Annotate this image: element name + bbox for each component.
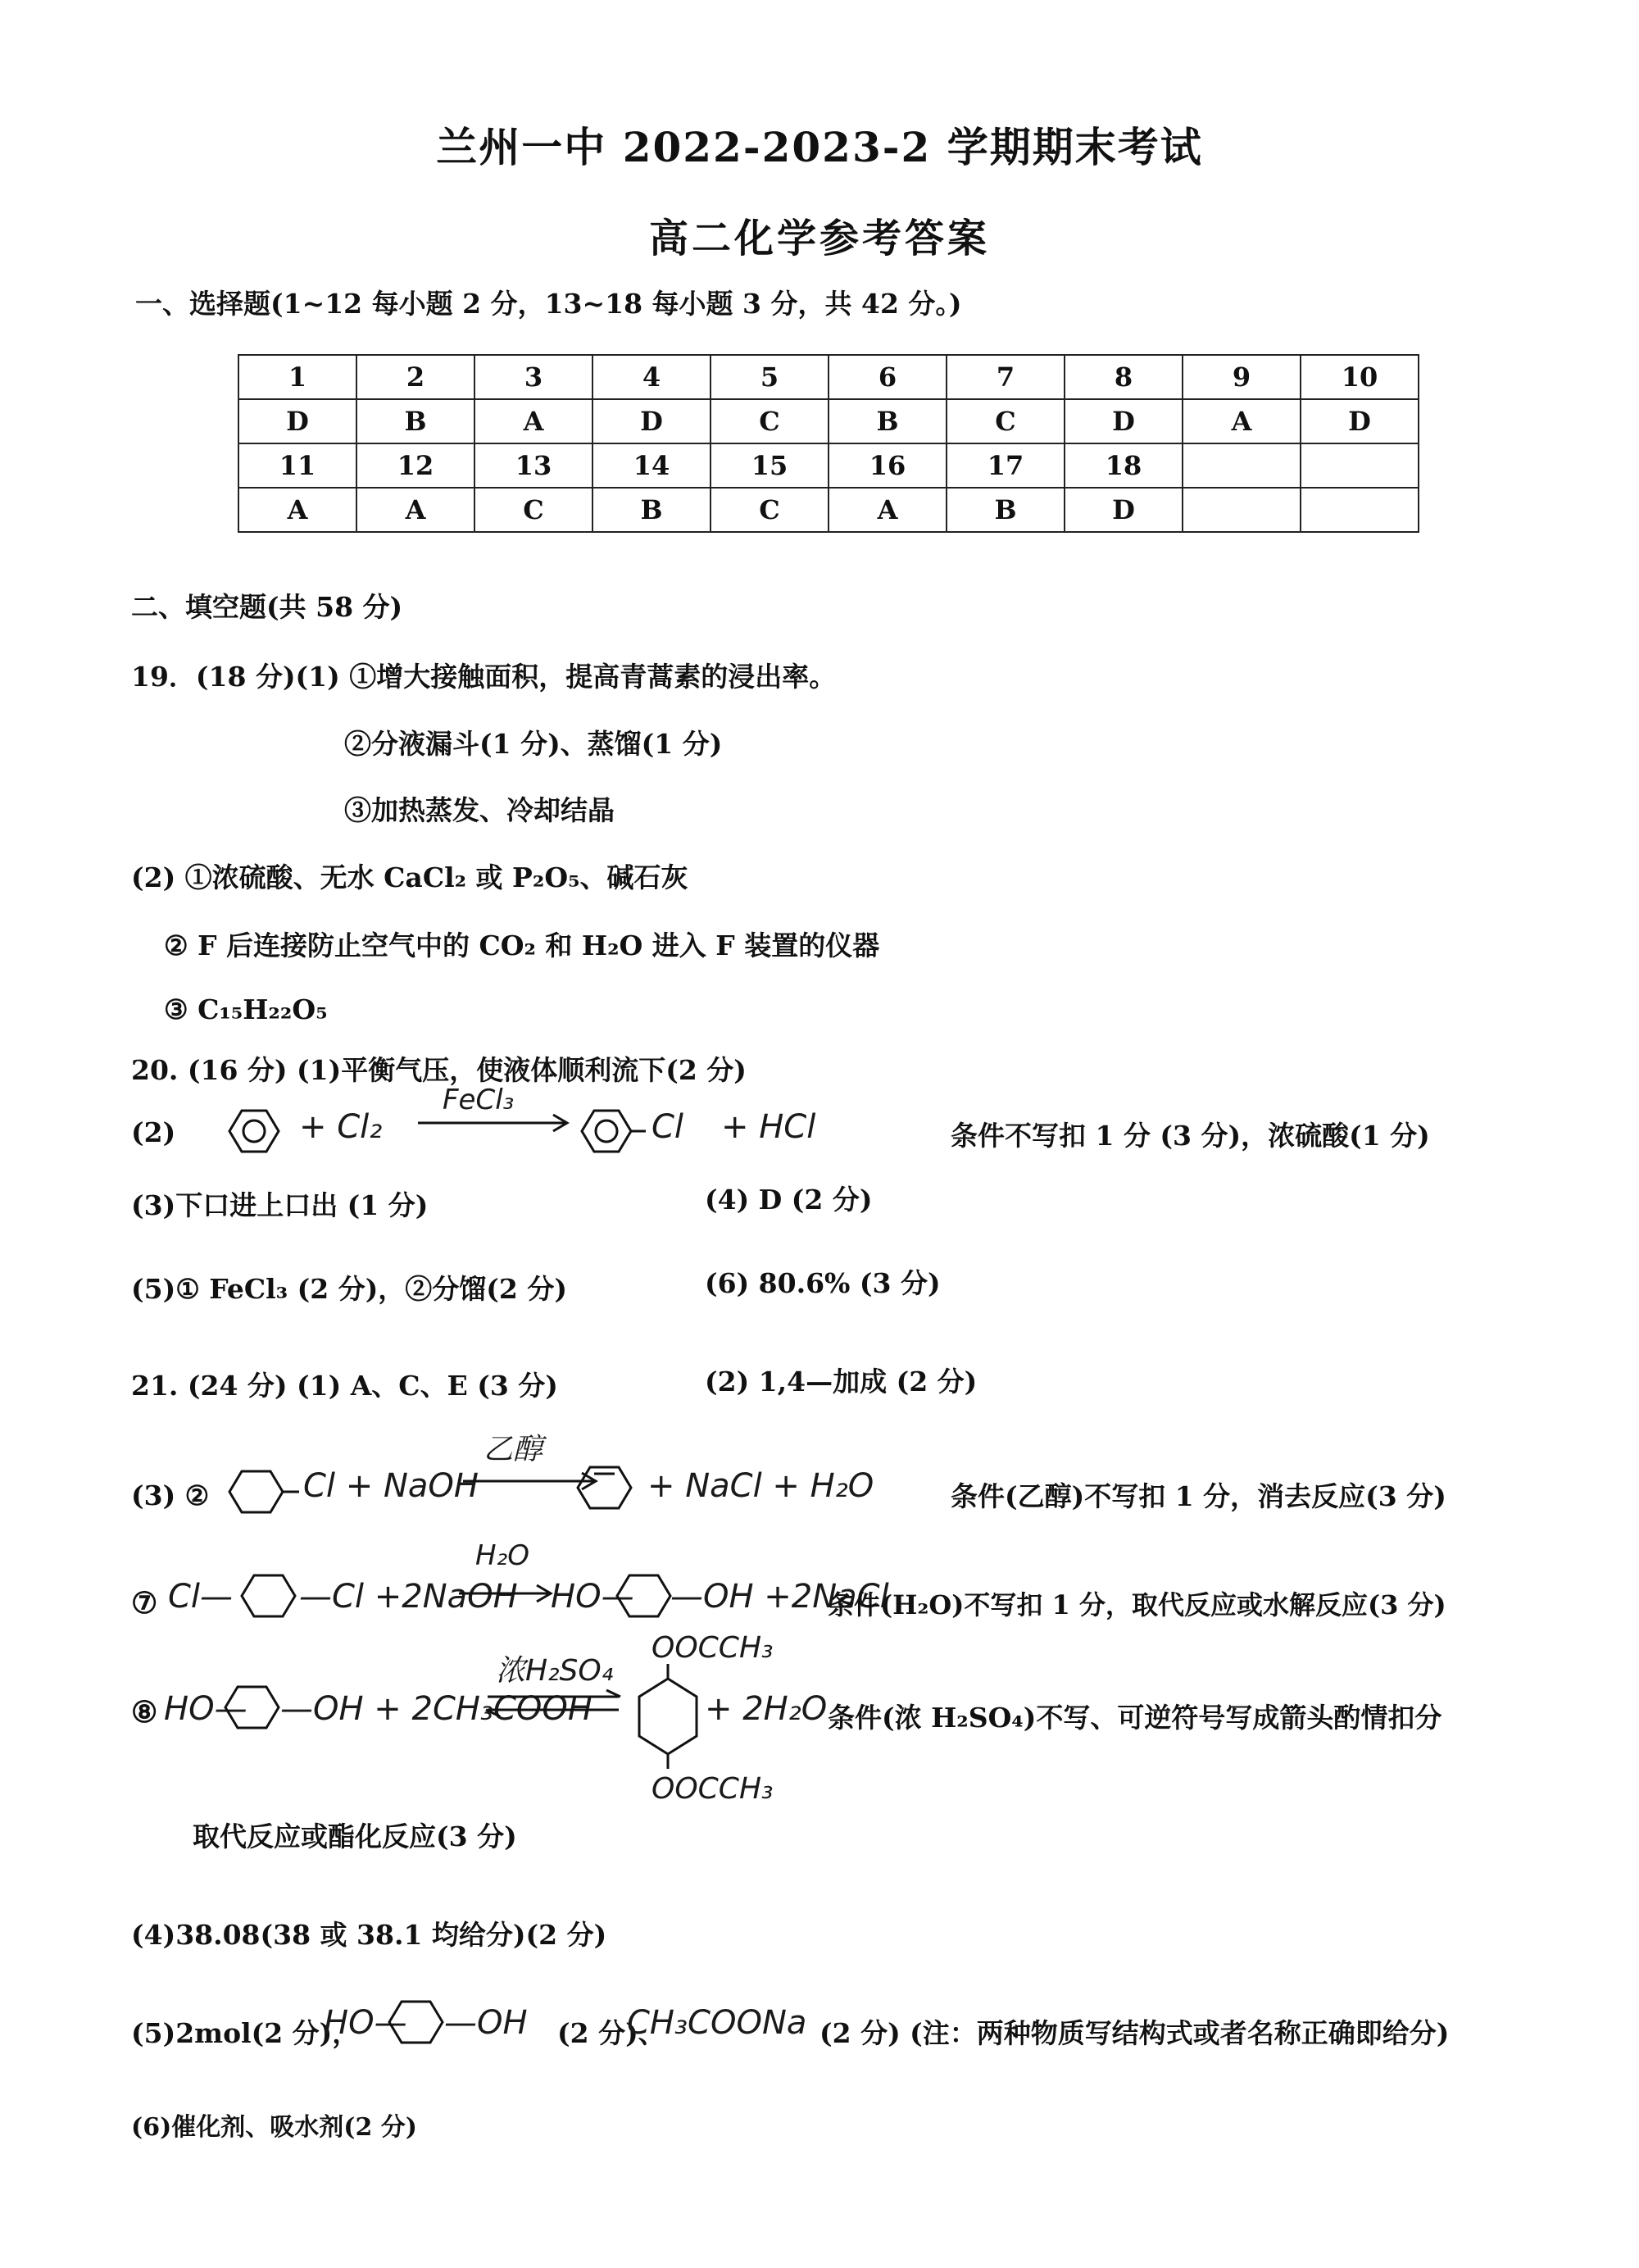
- eq-hcl: + HCl: [721, 1108, 816, 1146]
- answer-cell: B: [947, 488, 1065, 532]
- r8-note2: 取代反应或酯化反应(3 分): [193, 1820, 517, 1852]
- l5-ho-b: —OH: [444, 2004, 528, 2042]
- page-subtitle: 高二化学参考答案: [648, 216, 990, 261]
- question-number-cell: 17: [947, 443, 1065, 488]
- cyclohexane-ring-icon: [238, 1567, 303, 1625]
- r7-condition: H₂O: [475, 1539, 529, 1572]
- r2-condition: 乙醇: [484, 1433, 543, 1466]
- question-number-cell: [1301, 443, 1419, 488]
- question-number-cell: 10: [1301, 355, 1419, 399]
- q20-line3: (3)下口进上口出 (1 分): [131, 1189, 429, 1221]
- answer-cell: A: [1183, 399, 1301, 443]
- question-number-cell: 18: [1065, 443, 1183, 488]
- question-number-cell: [1183, 443, 1301, 488]
- question-number-cell: 2: [356, 355, 474, 399]
- q20-part2-note: 条件不写扣 1 分 (3 分)，浓硫酸(1 分): [951, 1120, 1430, 1152]
- answer-cell: A: [474, 399, 592, 443]
- question-number-cell: 16: [829, 443, 947, 488]
- question-number-cell: 11: [238, 443, 356, 488]
- r8-top-group: OOCCH₃: [652, 1631, 774, 1665]
- q19-line5: ② F 后连接防止空气中的 CO₂ 和 H₂O 进入 F 装置的仪器: [164, 929, 880, 961]
- cyclohexane-ring-icon: [631, 1664, 705, 1770]
- answer-cell: D: [238, 399, 356, 443]
- answer-cell: C: [711, 488, 829, 532]
- benzene-ring-icon: [574, 1102, 647, 1160]
- answer-cell: C: [474, 488, 592, 532]
- question-number-cell: 15: [711, 443, 829, 488]
- answer-cell: B: [829, 399, 947, 443]
- r7-note: 条件(H₂O)不写扣 1 分，取代反应或水解反应(3 分): [828, 1589, 1446, 1620]
- r8-note: 条件(浓 H₂SO₄)不写、可逆符号写成箭头酌情扣分: [828, 1702, 1442, 1734]
- cyclohexene-ring-icon: [574, 1459, 639, 1516]
- q21-line6: (6)催化剂、吸水剂(2 分): [131, 2113, 417, 2142]
- q21-line4: (4)38.08(38 或 38.1 均给分)(2 分): [131, 1919, 607, 1951]
- l5-ho-a: HO—: [324, 2004, 407, 2042]
- eq-condition: FeCl₃: [443, 1084, 515, 1116]
- r2-right: + NaCl + H₂O: [647, 1467, 874, 1505]
- r7-left-b: —Cl +2NaOH: [299, 1578, 518, 1616]
- q21-line5c: (2 分) (注：两种物质写结构式或者名称正确即给分): [820, 2017, 1450, 2049]
- q21-part3-label: (3) ②: [131, 1479, 210, 1511]
- question-number-cell: 9: [1183, 355, 1301, 399]
- answer-row: [238, 488, 1419, 532]
- question-number-cell: 12: [356, 443, 474, 488]
- r8-right: + 2H₂O: [705, 1690, 828, 1728]
- cyclohexane-ring-icon: [613, 1567, 679, 1625]
- q19-line1: 19．(18 分)(1) ①增大接触面积，提高青蒿素的浸出率。: [131, 661, 837, 693]
- answer-cell: [1301, 488, 1419, 532]
- q21-line1: 21. (24 分) (1) A、C、E (3 分): [131, 1370, 558, 1402]
- answer-cell: B: [592, 488, 711, 532]
- question-number-cell: 7: [947, 355, 1065, 399]
- page-title: 兰州一中 2022-2023-2 学期期末考试: [436, 123, 1203, 171]
- r8-bottom-group: OOCCH₃: [652, 1772, 774, 1806]
- q20-line1: 20. (16 分) (1)平衡气压，使液体顺利流下(2 分): [131, 1054, 747, 1086]
- answer-cell: D: [592, 399, 711, 443]
- q21-line2: (2) 1,4—加成 (2 分): [705, 1366, 978, 1398]
- answer-cell: D: [1301, 399, 1419, 443]
- q19-line2: ②分液漏斗(1 分)、蒸馏(1 分): [344, 728, 723, 760]
- answer-cell: B: [356, 399, 474, 443]
- q20-part2-label: (2): [131, 1116, 176, 1148]
- cyclohexane-ring-icon: [385, 1993, 451, 2051]
- question-number-cell: 4: [592, 355, 711, 399]
- question-number-cell: 8: [1065, 355, 1183, 399]
- r7-right-b: —OH +2NaCl: [670, 1578, 889, 1616]
- q20-line4: (4) D (2 分): [705, 1184, 873, 1216]
- answer-cell: A: [238, 488, 356, 532]
- r8-condition: 浓H₂SO₄: [496, 1654, 614, 1688]
- r7-left-a: Cl—: [168, 1578, 234, 1616]
- answer-cell: D: [1065, 488, 1183, 532]
- question-number-row: [238, 355, 1419, 399]
- reversible-arrow-icon: [488, 1690, 627, 1718]
- question-number-cell: 1: [238, 355, 356, 399]
- section1-heading: 一、选择题(1~12 每小题 2 分，13~18 每小题 3 分，共 42 分。): [135, 288, 962, 320]
- answer-row: [238, 399, 1419, 443]
- question-number-cell: 3: [474, 355, 592, 399]
- question-number-cell: 6: [829, 355, 947, 399]
- l5-sodium-acetate: CH₃COONa: [627, 2004, 807, 2042]
- q19-line6: ③ C₁₅H₂₂O₅: [164, 993, 328, 1025]
- answer-cell: A: [356, 488, 474, 532]
- cyclohexane-ring-icon: [221, 1679, 287, 1736]
- r7-right-a: HO—: [551, 1578, 634, 1616]
- section2-heading: 二、填空题(共 58 分): [131, 591, 403, 623]
- eq-chlorine: + Cl₂: [299, 1108, 383, 1146]
- reaction-arrow-icon: [418, 1113, 574, 1133]
- answer-cell: C: [947, 399, 1065, 443]
- answer-cell: D: [1065, 399, 1183, 443]
- q20-line6: (6) 80.6% (3 分): [705, 1267, 941, 1299]
- q19-line3: ③加热蒸发、冷却结晶: [344, 794, 615, 826]
- cyclohexane-ring-icon: [221, 1463, 303, 1520]
- answer-cell: C: [711, 399, 829, 443]
- r8-left-a: HO—: [164, 1690, 247, 1728]
- q19-line4: (2) ①浓硫酸、无水 CaCl₂ 或 P₂O₅、碱石灰: [131, 861, 688, 893]
- r2-left: Cl + NaOH: [303, 1467, 479, 1505]
- question-number-cell: 13: [474, 443, 592, 488]
- q21-part7-label: ⑦: [131, 1586, 158, 1620]
- q21-line5b: (2 分)、: [557, 2017, 665, 2049]
- question-number-cell: 14: [592, 443, 711, 488]
- benzene-ring-icon: [213, 1102, 287, 1160]
- q20-line5: (5)① FeCl₃ (2 分)，②分馏(2 分): [131, 1273, 567, 1305]
- answer-table: [238, 354, 1419, 533]
- r8-left-b: —OH + 2CH₃COOH: [280, 1690, 592, 1728]
- answer-cell: A: [829, 488, 947, 532]
- answer-cell: [1183, 488, 1301, 532]
- question-number-cell: 5: [711, 355, 829, 399]
- r2-note: 条件(乙醇)不写扣 1 分，消去反应(3 分): [951, 1480, 1446, 1512]
- q21-line5a: (5)2mol(2 分)，: [131, 2017, 360, 2049]
- question-number-row: [238, 443, 1419, 488]
- eq-product: Cl: [652, 1108, 684, 1146]
- reaction-arrow-icon: [459, 1584, 557, 1603]
- q21-part8-label: ⑧: [131, 1695, 158, 1729]
